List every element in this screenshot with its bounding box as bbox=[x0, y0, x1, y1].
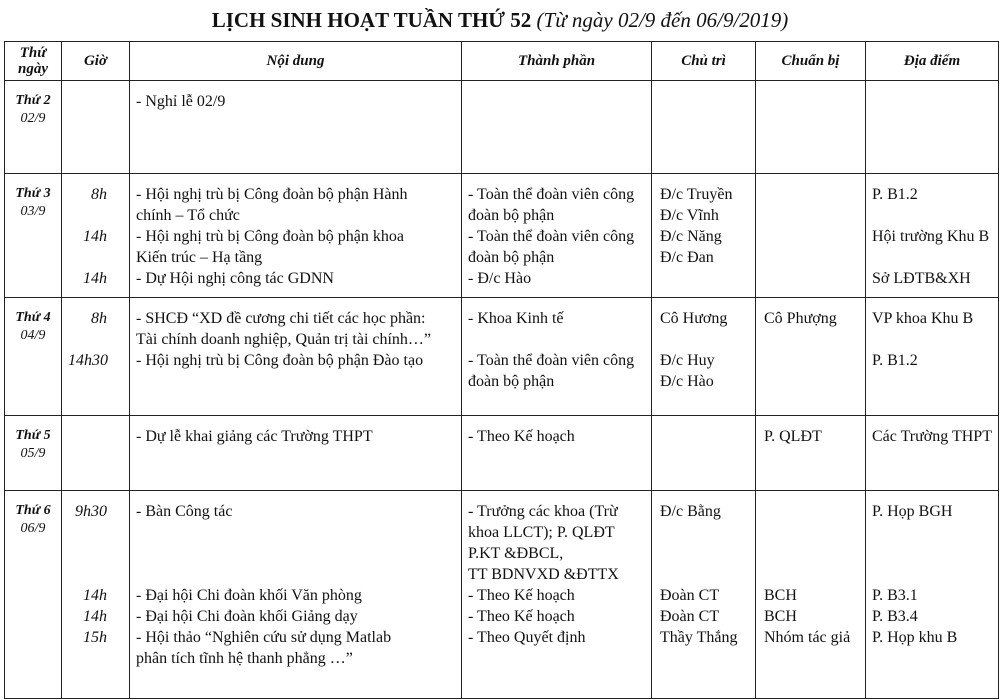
chair-cell bbox=[652, 174, 756, 298]
chair-line: Đ/c Hào bbox=[660, 373, 714, 390]
prepare-line bbox=[764, 501, 859, 522]
chair-line bbox=[660, 329, 749, 350]
content-line: - Đại hội Chi đoàn khối Văn phòng bbox=[136, 587, 362, 604]
chair-line bbox=[660, 648, 749, 669]
participants-cell bbox=[462, 298, 652, 416]
content-line: - Hội nghị trù bị Công đoàn bộ phận khoa bbox=[136, 228, 404, 245]
prepare-line bbox=[764, 564, 859, 585]
prepare-cell bbox=[756, 81, 866, 174]
location-line: Các Trường THPT bbox=[872, 428, 992, 445]
chair-line: Đ/c Đan bbox=[660, 249, 714, 266]
participants-line: - Trưởng các khoa (Trừ bbox=[468, 503, 618, 520]
prepare-line bbox=[764, 247, 859, 268]
prepare-line bbox=[764, 91, 859, 112]
prepare-cell bbox=[756, 174, 866, 298]
content-cell bbox=[130, 81, 462, 174]
participants-line: - Theo Kế hoạch bbox=[468, 608, 575, 625]
header-row bbox=[5, 42, 999, 81]
day-cell bbox=[5, 298, 62, 416]
prepare-line bbox=[764, 522, 859, 543]
time-line: 14h bbox=[83, 587, 107, 604]
prepare-line: P. QLĐT bbox=[764, 428, 822, 445]
location-line bbox=[872, 564, 992, 585]
participants-line: đoàn bộ phận bbox=[468, 207, 555, 224]
content-line: - SHCĐ “XD đề cương chi tiết các học phần: bbox=[136, 310, 426, 327]
day-date: 02/9 bbox=[20, 111, 46, 126]
participants-cell bbox=[462, 174, 652, 298]
time-line: 8h bbox=[91, 186, 107, 203]
prepare-line: BCH bbox=[764, 608, 797, 625]
time-cell bbox=[62, 491, 130, 699]
content-line bbox=[136, 522, 455, 543]
location-line: Sở LĐTB&XH bbox=[872, 270, 971, 287]
page-title bbox=[0, 8, 1000, 33]
location-line: P. B3.4 bbox=[872, 608, 918, 625]
prepare-line bbox=[764, 329, 859, 350]
chair-line bbox=[660, 91, 749, 112]
content-line: - Bàn Công tác bbox=[136, 503, 233, 520]
day-date: 04/9 bbox=[20, 328, 46, 343]
content-cell bbox=[130, 491, 462, 699]
day-name: Thứ 5 bbox=[15, 428, 51, 443]
time-line bbox=[68, 648, 107, 669]
day-cell bbox=[5, 174, 62, 298]
time-line: 14h bbox=[83, 270, 107, 287]
chair-line bbox=[660, 543, 749, 564]
day-cell bbox=[5, 416, 62, 491]
participants-line: - Đ/c Hào bbox=[468, 270, 532, 287]
time-line bbox=[68, 426, 107, 447]
chair-line: Đ/c Bằng bbox=[660, 503, 721, 520]
chair-line: Cô Hương bbox=[660, 310, 728, 327]
header-participants: Thành phần bbox=[462, 42, 652, 81]
participants-line: đoàn bộ phận bbox=[468, 249, 555, 266]
participants-line: P.KT &ĐBCL, bbox=[468, 545, 564, 562]
location-line: P. Họp BGH bbox=[872, 503, 953, 520]
location-line bbox=[872, 329, 992, 350]
day-row bbox=[5, 174, 999, 298]
prepare-line bbox=[764, 268, 859, 289]
chair-line bbox=[660, 268, 749, 289]
day-cell bbox=[5, 81, 62, 174]
chair-line bbox=[660, 564, 749, 585]
chair-line: Đ/c Năng bbox=[660, 228, 722, 245]
time-line: 8h bbox=[91, 310, 107, 327]
time-line: 14h bbox=[83, 228, 107, 245]
day-row bbox=[5, 416, 999, 491]
content-line: - Đại hội Chi đoàn khối Giảng dạy bbox=[136, 608, 358, 625]
time-line bbox=[68, 205, 107, 226]
chair-line: Đ/c Huy bbox=[660, 352, 715, 369]
participants-line bbox=[468, 648, 645, 669]
participants-line: - Toàn thể đoàn viên công bbox=[468, 352, 635, 369]
participants-line: đoàn bộ phận bbox=[468, 373, 555, 390]
time-line bbox=[68, 329, 107, 350]
header-day-line1: Thứ bbox=[19, 45, 47, 61]
time-line: 9h30 bbox=[75, 503, 107, 520]
chair-line: Đoàn CT bbox=[660, 608, 720, 625]
chair-line: Thầy Thắng bbox=[660, 629, 738, 646]
day-date: 05/9 bbox=[20, 446, 46, 461]
location-line bbox=[872, 522, 992, 543]
time-cell bbox=[62, 81, 130, 174]
chair-line bbox=[660, 426, 749, 447]
day-cell bbox=[5, 491, 62, 699]
day-row bbox=[5, 81, 999, 174]
prepare-line bbox=[764, 184, 859, 205]
day-name: Thứ 6 bbox=[15, 503, 51, 518]
content-line: - Hội nghị trù bị Công đoàn bộ phận Đào tạo bbox=[136, 352, 424, 369]
day-date: 06/9 bbox=[20, 521, 46, 536]
participants-line: - Toàn thể đoàn viên công bbox=[468, 228, 635, 245]
content-line bbox=[136, 564, 455, 585]
day-name: Thứ 4 bbox=[15, 310, 51, 325]
chair-cell bbox=[652, 416, 756, 491]
participants-line: - Theo Kế hoạch bbox=[468, 428, 575, 445]
chair-cell bbox=[652, 491, 756, 699]
content-line: - Dự lễ khai giảng các Trường THPT bbox=[136, 428, 373, 445]
content-line: - Hội thảo “Nghiên cứu sử dụng Matlab bbox=[136, 629, 392, 646]
day-date: 03/9 bbox=[20, 204, 46, 219]
participants-line: - Theo Kế hoạch bbox=[468, 587, 575, 604]
participants-cell bbox=[462, 81, 652, 174]
content-line: phân tích tĩnh hệ thanh phẳng …” bbox=[136, 650, 353, 667]
time-line: 14h30 bbox=[68, 352, 108, 369]
header-content: Nội dung bbox=[130, 42, 462, 81]
time-line: 15h bbox=[83, 629, 107, 646]
chair-line: Đ/c Vĩnh bbox=[660, 207, 719, 224]
content-cell bbox=[130, 174, 462, 298]
location-cell bbox=[866, 298, 999, 416]
schedule-title: LỊCH SINH HOẠT TUẦN THỨ 52 bbox=[211, 8, 532, 32]
location-cell bbox=[866, 174, 999, 298]
content-cell bbox=[130, 298, 462, 416]
participants-line bbox=[468, 329, 645, 350]
location-line bbox=[872, 205, 992, 226]
location-line bbox=[872, 371, 992, 392]
time-line bbox=[68, 564, 107, 585]
participants-cell bbox=[462, 416, 652, 491]
content-line: Tài chính doanh nghiệp, Quản trị tài chính…” bbox=[136, 331, 432, 348]
header-prepare: Chuẩn bị bbox=[756, 42, 866, 81]
day-row bbox=[5, 298, 999, 416]
header-location: Địa điểm bbox=[866, 42, 999, 81]
participants-line: TT BDNVXD &ĐTTX bbox=[468, 566, 619, 583]
location-line: P. B1.2 bbox=[872, 352, 918, 369]
prepare-line bbox=[764, 226, 859, 247]
location-line bbox=[872, 543, 992, 564]
header-day bbox=[5, 42, 62, 81]
time-cell bbox=[62, 174, 130, 298]
location-cell bbox=[866, 416, 999, 491]
time-line bbox=[68, 522, 107, 543]
prepare-line: Nhóm tác giả bbox=[764, 629, 851, 646]
content-line: - Nghỉ lễ 02/9 bbox=[136, 93, 226, 110]
prepare-line: Cô Phượng bbox=[764, 310, 837, 327]
location-line: P. Họp khu B bbox=[872, 629, 958, 646]
location-line bbox=[872, 648, 992, 669]
prepare-line bbox=[764, 350, 859, 371]
content-line: Kiến trúc – Hạ tầng bbox=[136, 249, 263, 266]
location-line bbox=[872, 247, 992, 268]
location-cell bbox=[866, 491, 999, 699]
header-time: Giờ bbox=[62, 42, 130, 81]
content-line: - Hội nghị trù bị Công đoàn bộ phận Hành bbox=[136, 186, 408, 203]
content-cell bbox=[130, 416, 462, 491]
time-line: 14h bbox=[83, 608, 107, 625]
prepare-line: BCH bbox=[764, 587, 797, 604]
prepare-line bbox=[764, 371, 859, 392]
participants-line bbox=[468, 91, 645, 112]
day-name: Thứ 2 bbox=[15, 93, 51, 108]
prepare-cell bbox=[756, 298, 866, 416]
date-range: (Từ ngày 02/9 đến 06/9/2019) bbox=[536, 8, 789, 32]
chair-line: Đ/c Truyền bbox=[660, 186, 733, 203]
participants-line: - Khoa Kinh tế bbox=[468, 310, 564, 327]
chair-cell bbox=[652, 298, 756, 416]
participants-cell bbox=[462, 491, 652, 699]
content-line bbox=[136, 371, 455, 392]
location-line: Hội trường Khu B bbox=[872, 228, 990, 245]
location-line bbox=[872, 91, 992, 112]
header-day-line2: ngày bbox=[18, 61, 48, 77]
chair-cell bbox=[652, 81, 756, 174]
day-name: Thứ 3 bbox=[15, 186, 51, 201]
prepare-line bbox=[764, 205, 859, 226]
prepare-cell bbox=[756, 491, 866, 699]
location-line: P. B1.2 bbox=[872, 186, 918, 203]
time-line bbox=[68, 371, 107, 392]
schedule-body bbox=[5, 81, 999, 699]
prepare-cell bbox=[756, 416, 866, 491]
time-cell bbox=[62, 298, 130, 416]
time-line bbox=[68, 247, 107, 268]
location-line: VP khoa Khu B bbox=[872, 310, 974, 327]
prepare-line bbox=[764, 648, 859, 669]
header-chair: Chủ trì bbox=[652, 42, 756, 81]
participants-line: - Theo Quyết định bbox=[468, 629, 586, 646]
schedule-table bbox=[4, 41, 999, 699]
content-line bbox=[136, 543, 455, 564]
location-line: P. B3.1 bbox=[872, 587, 918, 604]
participants-line: - Toàn thể đoàn viên công bbox=[468, 186, 635, 203]
content-line: chính – Tổ chức bbox=[136, 207, 240, 224]
chair-line: Đoàn CT bbox=[660, 587, 720, 604]
participants-line: khoa LLCT); P. QLĐT bbox=[468, 524, 615, 541]
time-line bbox=[68, 91, 107, 112]
day-row bbox=[5, 491, 999, 699]
time-line bbox=[68, 543, 107, 564]
chair-line bbox=[660, 522, 749, 543]
prepare-line bbox=[764, 543, 859, 564]
content-line: - Dự Hội nghị công tác GDNN bbox=[136, 270, 334, 287]
time-cell bbox=[62, 416, 130, 491]
location-cell bbox=[866, 81, 999, 174]
